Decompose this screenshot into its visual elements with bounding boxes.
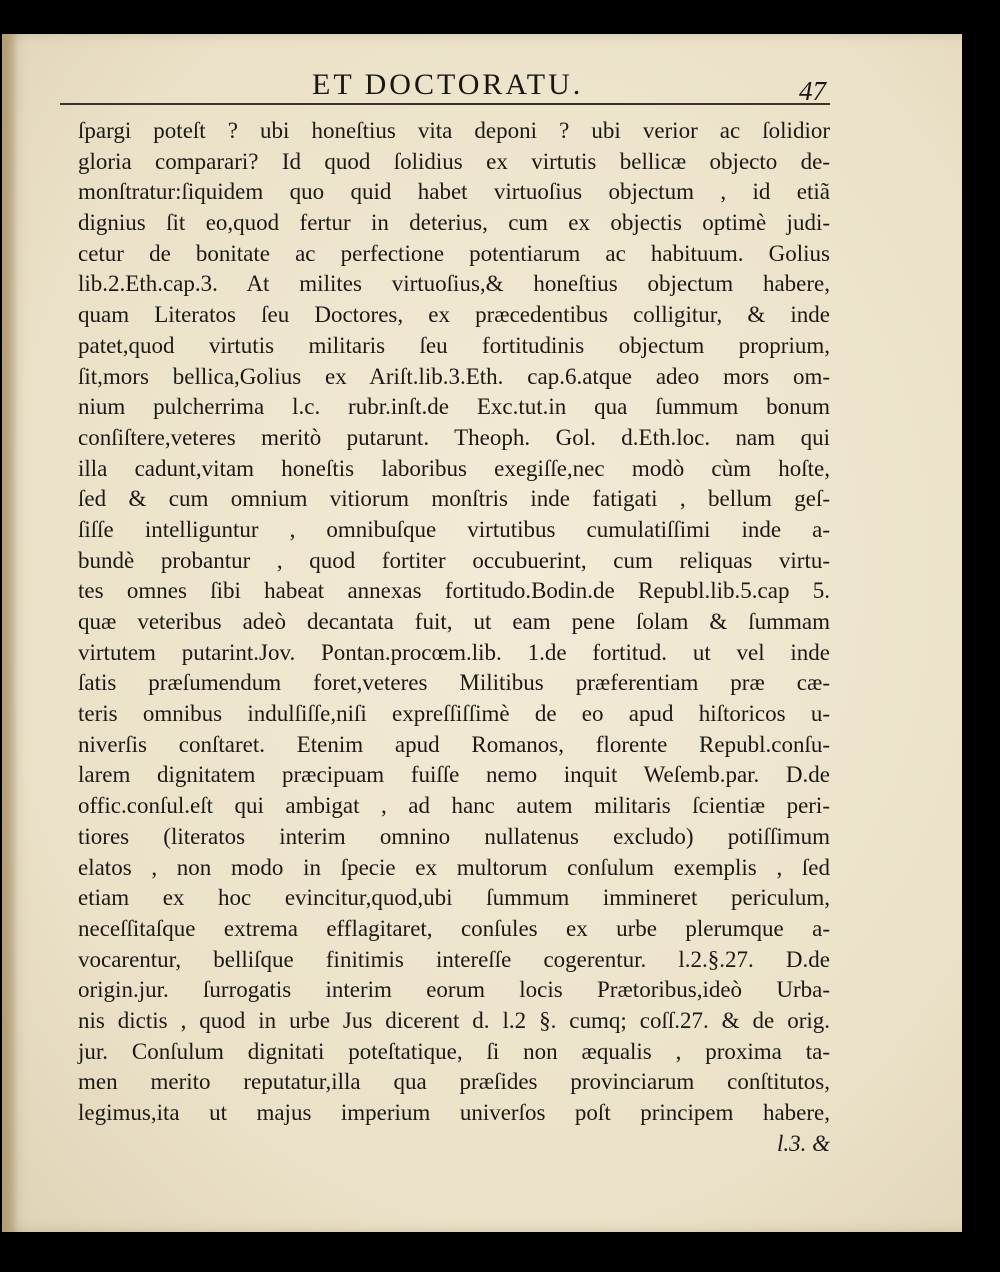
text-line: nis dictis , quod in urbe Jus dicerent d. l.2 §. cumq; coſſ.27. & de orig. bbox=[78, 1007, 830, 1033]
body-text bbox=[78, 116, 830, 1159]
text-line: ſiſſe intelliguntur , omnibuſque virtutibus cumulatiſſimi inde a- bbox=[78, 516, 830, 542]
text-line: tiores (literatos interim omnino nullatenus excludo) potiſſimum bbox=[78, 823, 830, 849]
text-line: neceſſitaſque extrema efflagitaret, conſules ex urbe plerumque a- bbox=[78, 915, 830, 941]
header-rule bbox=[60, 103, 830, 105]
running-head bbox=[2, 68, 962, 108]
book-page bbox=[2, 34, 962, 1232]
text-line: larem dignitatem præcipuam fuiſſe nemo inquit Weſemb.par. D.de bbox=[78, 762, 830, 788]
text-line: niverſis conſtaret. Etenim apud Romanos, florente Republ.conſu- bbox=[78, 731, 830, 757]
page-gutter-shadow bbox=[2, 34, 18, 1232]
text-line: nium pulcherrima l.c. rubr.inſt.de Exc.tut.in qua ſummum bonum bbox=[78, 394, 830, 420]
text-line: ſed & cum omnium vitiorum monſtris inde fatigati , bellum geſ- bbox=[78, 486, 830, 512]
text-line: quam Literatos ſeu Doctores, ex præcedentibus colligitur, & inde bbox=[78, 302, 830, 328]
text-line: origin.jur. ſurrogatis interim eorum locis Prætoribus,ideò Urba- bbox=[78, 977, 830, 1003]
text-line: lib.2.Eth.cap.3. At milites virtuoſius,& honeſtius objectum habere, bbox=[78, 271, 830, 297]
text-line: dignius ſit eo,quod fertur in deterius, cum ex objectis optimè judi- bbox=[78, 210, 830, 236]
page-number: 47 bbox=[799, 76, 826, 106]
running-title: ET DOCTORATU. bbox=[312, 68, 584, 101]
text-line: conſiſtere,veteres meritò putarunt. Theoph. Gol. d.Eth.loc. nam qui bbox=[78, 424, 830, 450]
text-line: offic.conſul.eſt qui ambigat , ad hanc autem militaris ſcientiæ peri- bbox=[78, 793, 830, 819]
text-line: men merito reputatur,illa qua præſides provinciarum conſtitutos, bbox=[78, 1069, 830, 1095]
text-line: illa cadunt,vitam honeſtis laboribus exegiſſe,nec modò cùm hoſte, bbox=[78, 455, 830, 481]
text-line: monſtratur:ſiquidem quo quid habet virtuoſius objectum , id etiã bbox=[78, 179, 830, 205]
text-line: jur. Conſulum dignitati poteſtatique, ſi non æqualis , proxima ta- bbox=[78, 1038, 830, 1064]
text-line: gloria comparari? Id quod ſolidius ex virtutis bellicæ objecto de- bbox=[78, 148, 830, 174]
text-line: elatos , non modo in ſpecie ex multorum conſulum exemplis , ſed bbox=[78, 854, 830, 880]
text-line: virtutem putarint.Jov. Pontan.procœm.lib. 1.de fortitud. ut vel inde bbox=[78, 639, 830, 665]
text-line: etiam ex hoc evincitur,quod,ubi ſummum immineret periculum, bbox=[78, 885, 830, 911]
text-line: ſit,mors bellica,Golius ex Ariſt.lib.3.Eth. cap.6.atque adeo mors om- bbox=[78, 363, 830, 389]
text-line: quæ veteribus adeò decantata fuit, ut eam pene ſolam & ſummam bbox=[78, 609, 830, 634]
text-line: ſatis præſumendum foret,veteres Militibus præferentiam præ cæ- bbox=[78, 670, 830, 696]
text-line: legimus,ita ut majus imperium univerſos poſt principem habere, bbox=[78, 1100, 830, 1125]
text-line: tes omnes ſibi habeat annexas fortitudo.Bodin.de Republ.lib.5.cap 5. bbox=[78, 578, 830, 604]
text-line: vocarentur, belliſque finitimis intereſſe cogerentur. l.2.§.27. D.de bbox=[78, 946, 830, 972]
text-line: patet,quod virtutis militaris ſeu fortitudinis objectum proprium, bbox=[78, 332, 830, 358]
catchword: l.3. & bbox=[776, 1130, 830, 1156]
text-line: ſpargi poteſt ? ubi honeſtius vita deponi ? ubi verior ac ſolidior bbox=[78, 118, 830, 143]
text-line: bundè probantur , quod fortiter occubuerint, cum reliquas virtu- bbox=[78, 547, 830, 573]
text-line: teris omnibus indulſiſſe,niſi expreſſiſſimè de eo apud hiſtoricos u- bbox=[78, 701, 830, 727]
text-line: cetur de bonitate ac perfectione potentiarum ac habituum. Golius bbox=[78, 240, 830, 266]
